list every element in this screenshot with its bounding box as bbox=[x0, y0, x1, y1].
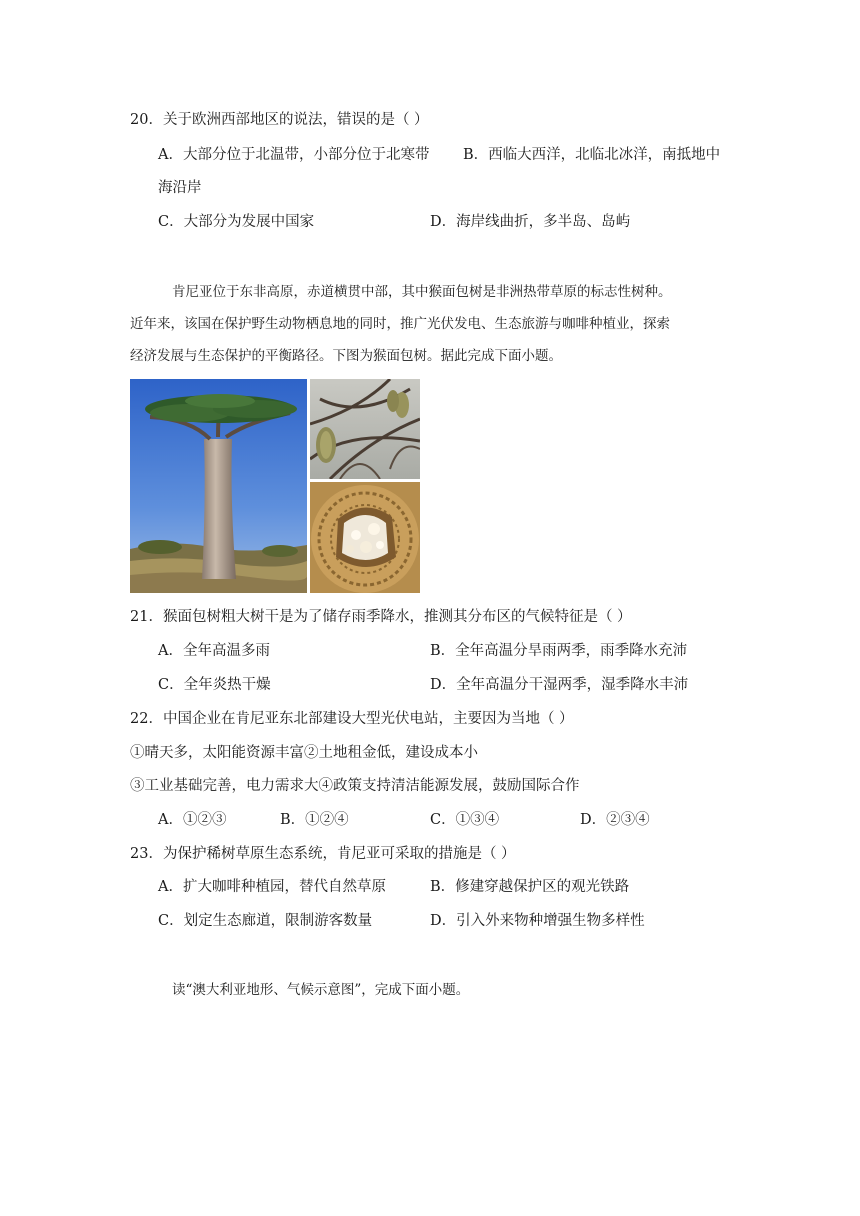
q23-option-b: B．修建穿越保护区的观光铁路 bbox=[430, 879, 630, 895]
passage1-line2: 近年来，该国在保护野生动物栖息地的同时，推广光伏发电、生态旅游与咖啡种植业，探索 bbox=[130, 316, 670, 332]
baobab-photo-collage-svg bbox=[130, 379, 420, 593]
baobab-tree-photo bbox=[130, 379, 307, 593]
q23-option-a: A．扩大咖啡种植园，替代自然草原 bbox=[158, 879, 386, 895]
q20-option-b: B．西临大西洋，北临北冰洋，南抵地中 bbox=[463, 147, 721, 163]
baobab-fruit-photo bbox=[310, 379, 420, 479]
passage2-line1: 读“澳大利亚地形、气候示意图”，完成下面小题。 bbox=[172, 982, 470, 998]
q20-option-b-continued: 海沿岸 bbox=[158, 180, 202, 196]
baobab-photo-collage bbox=[130, 379, 420, 593]
q20-stem: 20．关于欧洲西部地区的说法，错误的是（ ） bbox=[130, 112, 429, 128]
baobab-opened-fruit-photo bbox=[310, 482, 420, 593]
q22-option-d: D．②③④ bbox=[580, 812, 650, 828]
q21-option-d: D．全年高温分干湿两季，湿季降水丰沛 bbox=[430, 677, 689, 693]
q21-stem: 21．猴面包树粗大树干是为了储存雨季降水，推测其分布区的气候特征是（ ） bbox=[130, 609, 632, 625]
q21-option-a: A．全年高温多雨 bbox=[158, 643, 270, 659]
q22-statement-2: ③工业基础完善，电力需求大④政策支持清洁能源发展，鼓励国际合作 bbox=[130, 778, 580, 794]
q22-option-b: B．①②④ bbox=[280, 812, 349, 828]
q22-stem: 22．中国企业在肯尼亚东北部建设大型光伏电站，主要因为当地（ ） bbox=[130, 711, 574, 727]
passage1-line1: 肯尼亚位于东非高原，赤道横贯中部，其中猴面包树是非洲热带草原的标志性树种。 bbox=[172, 284, 672, 300]
q20-option-d: D．海岸线曲折，多半岛、岛屿 bbox=[430, 214, 631, 230]
q20-option-c: C．大部分为发展中国家 bbox=[158, 214, 315, 230]
q20-option-a: A．大部分位于北温带，小部分位于北寒带 bbox=[158, 147, 430, 163]
q22-option-c: C．①③④ bbox=[430, 812, 500, 828]
q23-option-c: C．划定生态廊道，限制游客数量 bbox=[158, 913, 373, 929]
q22-option-a: A．①②③ bbox=[158, 812, 227, 828]
passage1-line3: 经济发展与生态保护的平衡路径。下图为猴面包树。据此完成下面小题。 bbox=[130, 348, 562, 364]
q23-stem: 23．为保护稀树草原生态系统，肯尼亚可采取的措施是（ ） bbox=[130, 846, 516, 862]
q21-option-c: C．全年炎热干燥 bbox=[158, 677, 271, 693]
q23-option-d: D．引入外来物种增强生物多样性 bbox=[430, 913, 645, 929]
q21-option-b: B．全年高温分旱雨两季，雨季降水充沛 bbox=[430, 643, 688, 659]
q22-statement-1: ①晴天多，太阳能资源丰富②土地租金低，建设成本小 bbox=[130, 745, 478, 761]
